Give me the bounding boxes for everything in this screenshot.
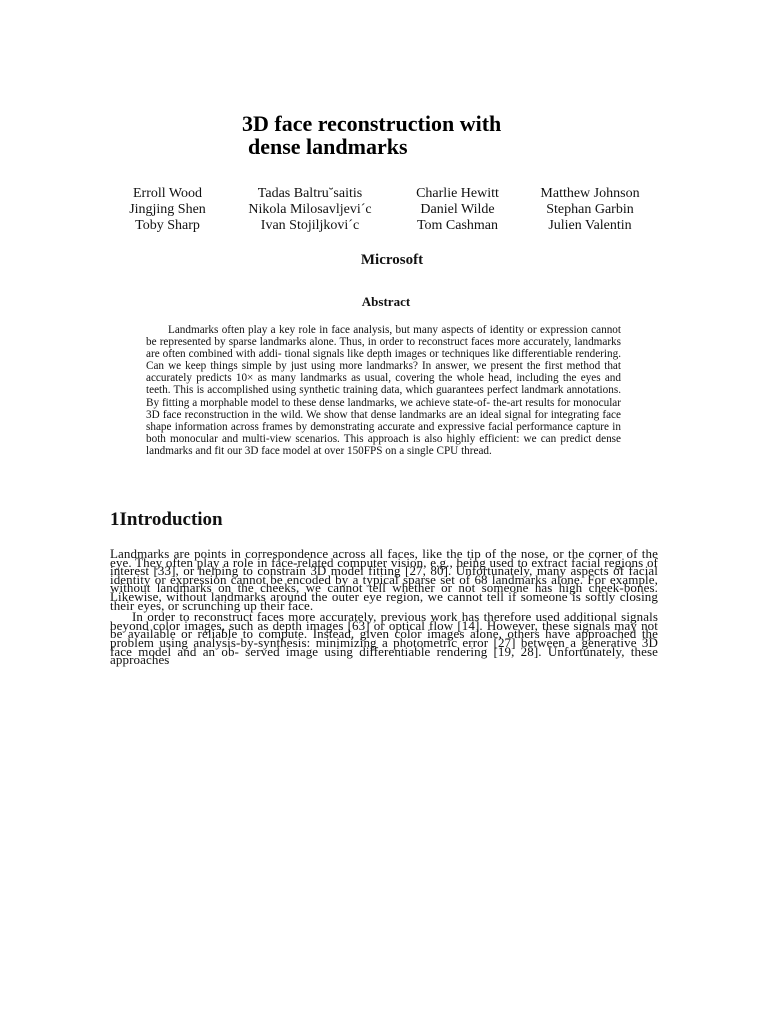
author-name: Charlie Hewitt — [416, 186, 499, 201]
author-name: Daniel Wilde — [420, 202, 495, 217]
title-line-2: dense landmarks — [248, 134, 408, 159]
section-heading-introduction: 1Introduction — [110, 509, 223, 530]
abstract-body: Landmarks often play a key role in face analysis, but many aspects of identity or expression cannot be represented by sparse landmarks alone. Thus, in order to reconstruct faces more accurately, landmarks are often combined with addi- tional signals like depth images or techniques like differentiable rendering. Can we keep things simple by just using more landmarks? In answer, we present the first method that accurately predicts 10× as many landmarks as usual, covering the whole head, including the eyes and teeth. This is accomplished using synthetic training data, which guarantees perfect landmark annotations. By fitting a morphable model to these dense landmarks, we achieve state-of- the-art results for monocular 3D face reconstruction in the wild. We show that dense landmarks are an ideal signal for integrating face shape information across frames by demonstrating accurate and expressive facial performance capture in both monocular and multi-view scenarios. This approach is also highly efficient: we can predict dense landmarks and fit our 3D face model at over 150FPS on a single CPU thread. — [146, 324, 621, 457]
author-row — [110, 202, 660, 218]
abstract-heading: Abstract — [361, 294, 411, 309]
author-name: Tom Cashman — [416, 218, 499, 233]
intro-paragraph: In order to reconstruct faces more accurately, previous work has therefore used additional signals beyond color images, such as depth images [63] or optical flow [14]. However, these signals may not be available or reliable to compute. Instead, given color images alone, others have approached the problem using analysis-by-synthesis: minimizing a photometric error [27] between a generative 3D face model and an ob- served image using differentiable rendering [19, 28]. Unfortunately, these approaches — [110, 609, 658, 668]
author-list — [110, 186, 660, 234]
author-name: Toby Sharp — [135, 218, 200, 233]
author-row — [110, 186, 660, 202]
author-name: Tadas Baltru˘saitis — [257, 186, 363, 201]
paper-title — [242, 112, 501, 158]
author-name: Julien Valentin — [548, 218, 632, 233]
author-name: Matthew Johnson — [540, 186, 640, 201]
author-name: Jingjing Shen — [129, 202, 206, 217]
intro-paragraph: Landmarks are points in correspondence across all faces, like the tip of the nose, or the corner of the eye. They often play a role in face-related computer vision, e.g., being used to extract facial regions of interest [33], or helping to constrain 3D model fitting [27, 80]. Unfortunately, many aspects of facial identity or expression cannot be encoded by a typical sparse set of 68 landmarks alone. For example, without landmarks on the cheeks, we cannot tell whether or not someone has high cheek-bones. Likewise, without landmarks around the outer eye region, we cannot tell if someone is softly closing their eyes, or scrunching up their face. — [110, 546, 658, 613]
author-row — [110, 218, 660, 234]
author-name: Erroll Wood — [133, 186, 202, 201]
affiliation: Microsoft — [360, 252, 424, 268]
author-name: Ivan Stojiljkovi´c — [260, 218, 360, 233]
author-name: Stephan Garbin — [546, 202, 634, 217]
title-line-1: 3D face reconstruction with — [242, 111, 502, 136]
author-name: Nikola Milosavljevi´c — [248, 202, 372, 217]
introduction-body — [110, 546, 658, 668]
